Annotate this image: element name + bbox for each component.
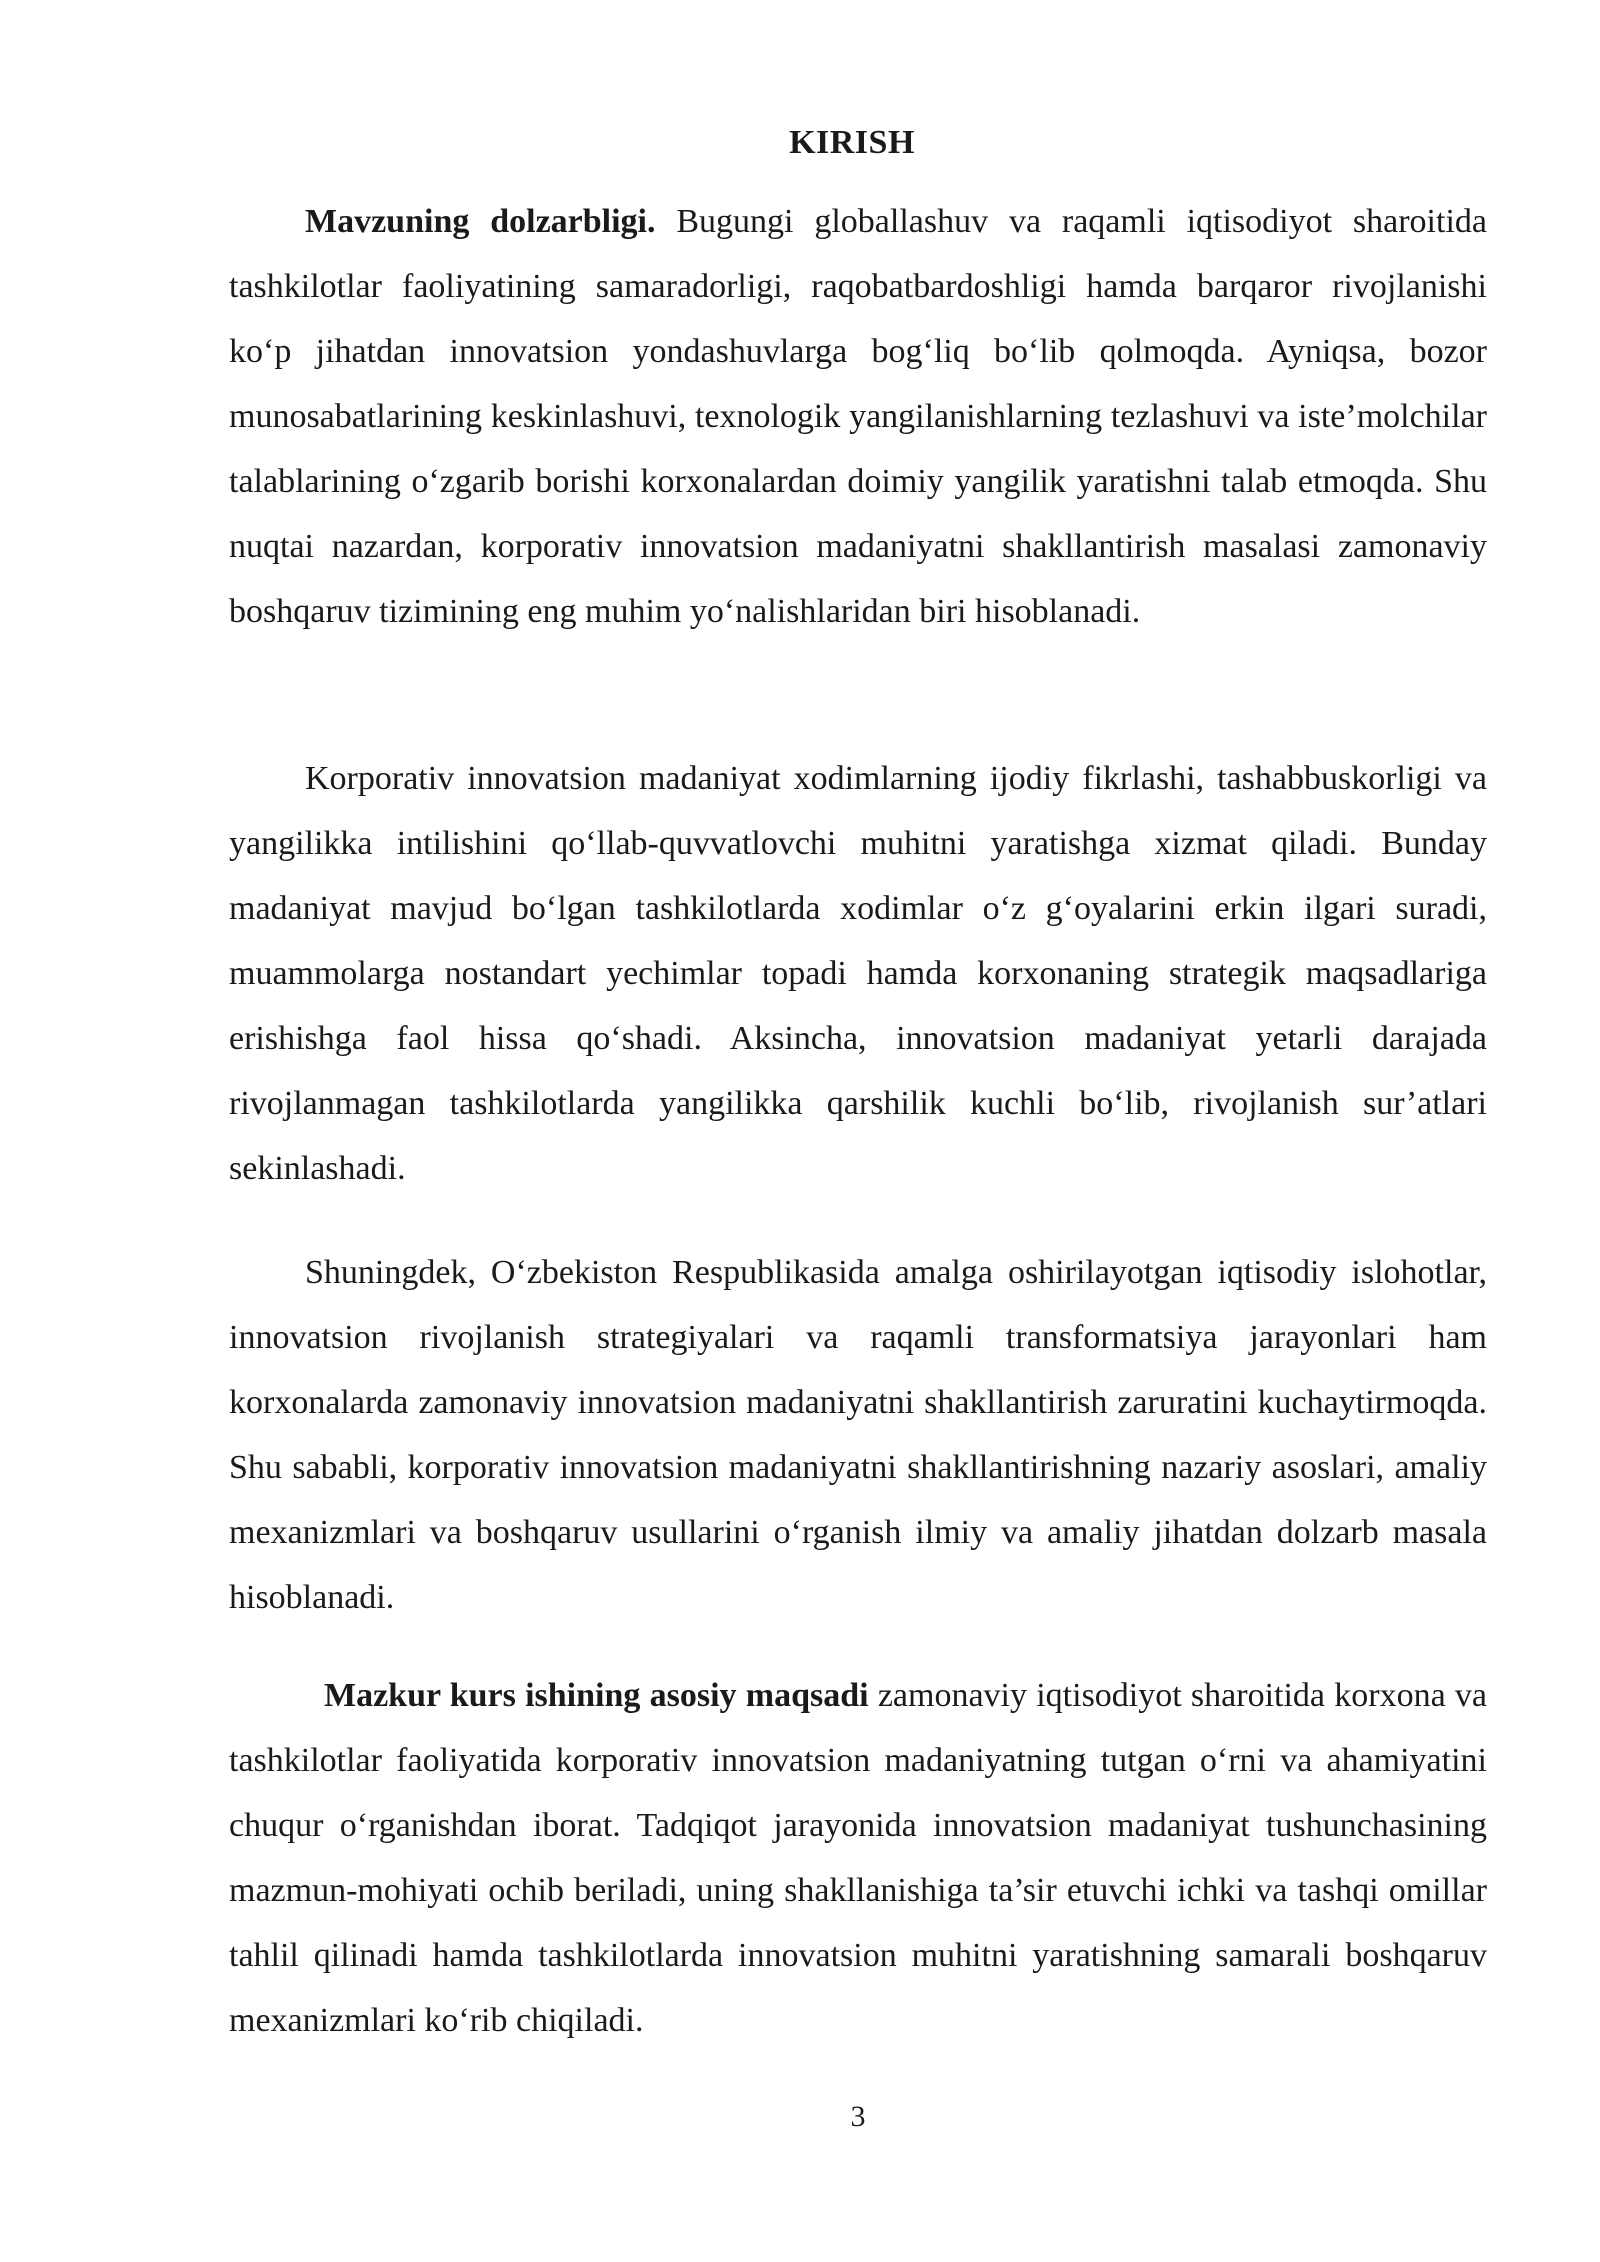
paragraph-lead-bold: Mazkur kurs ishining asosiy maqsadi (324, 1677, 869, 1714)
paragraph-text: Shuningdek, O‘zbekiston Respublikasida amalga oshirilayotgan iqtisodiy islohotlar, innovatsion rivojlanish strategiyalari va raqamli transformatsiya jarayonlari ham korxonalarda zamonaviy innovatsion madaniyatni shakllantirish zaruratini kuchaytirmoqda. Shu sababli, korporativ innovatsion madaniyatni shakllantirishning nazariy asoslari, amaliy mexanizmlari va boshqaruv usullarini o‘rganish ilmiy va amaliy jihatdan dolzarb masala hisoblanadi. (229, 1254, 1487, 1616)
paragraph-text: Bugungi globallashuv va raqamli iqtisodiyot sharoitida tashkilotlar faoliyatining samaradorligi, raqobatbardoshligi hamda barqaror rivojlanishi ko‘p jihatdan innovatsion yondashuvlarga bog‘liq bo‘lib qolmoqda. Ayniqsa, bozor munosabatlarining keskinlashuvi, texnologik yangilanishlarning tezlashuvi va iste’molchilar talablarining o‘zgarib borishi korxonalardan doimiy yangilik yaratishni talab etmoqda. Shu nuqtai nazardan, korporativ innovatsion madaniyatni shakllantirish masalasi zamonaviy boshqaruv tizimining eng muhim yo‘nalishlaridan biri hisoblanadi. (229, 203, 1487, 630)
paragraph-lead-bold: Mavzuning dolzarbligi. (305, 203, 656, 240)
paragraph-uzbekistan-reforms (229, 1240, 1487, 1630)
page-number: 3 (850, 2100, 866, 2133)
paragraph-course-goal (229, 1663, 1487, 2053)
paragraph-relevance (229, 189, 1487, 644)
paragraph-text: zamonaviy iqtisodiyot sharoitida korxona va tashkilotlar faoliyatida korporativ innovatsion madaniyatning tutgan o‘rni va ahamiyatini chuqur o‘rganishdan iborat. Tadqiqot jarayonida innovatsion madaniyat tushunchasining mazmun-mohiyati ochib beriladi, uning shakllanishiga ta’sir etuvchi ichki va tashqi omillar tahlil qilinadi hamda tashkilotlarda innovatsion muhitni yaratishning samarali boshqaruv mexanizmlari ko‘rib chiqiladi. (229, 1677, 1487, 2039)
paragraph-innovation-culture (229, 746, 1487, 1201)
paragraph-text: Korporativ innovatsion madaniyat xodimlarning ijodiy fikrlashi, tashabbuskorligi va yangilikka intilishini qo‘llab-quvvatlovchi muhitni yaratishga xizmat qiladi. Bunday madaniyat mavjud bo‘lgan tashkilotlarda xodimlar o‘z g‘oyalarini erkin ilgari suradi, muammolarga nostandart yechimlar topadi hamda korxonaning strategik maqsadlariga erishishga faol hissa qo‘shadi. Aksincha, innovatsion madaniyat yetarli darajada rivojlanmagan tashkilotlarda yangilikka qarshilik kuchli bo‘lib, rivojlanish sur’atlari sekinlashadi. (229, 760, 1487, 1187)
page-title: KIRISH (789, 123, 915, 161)
